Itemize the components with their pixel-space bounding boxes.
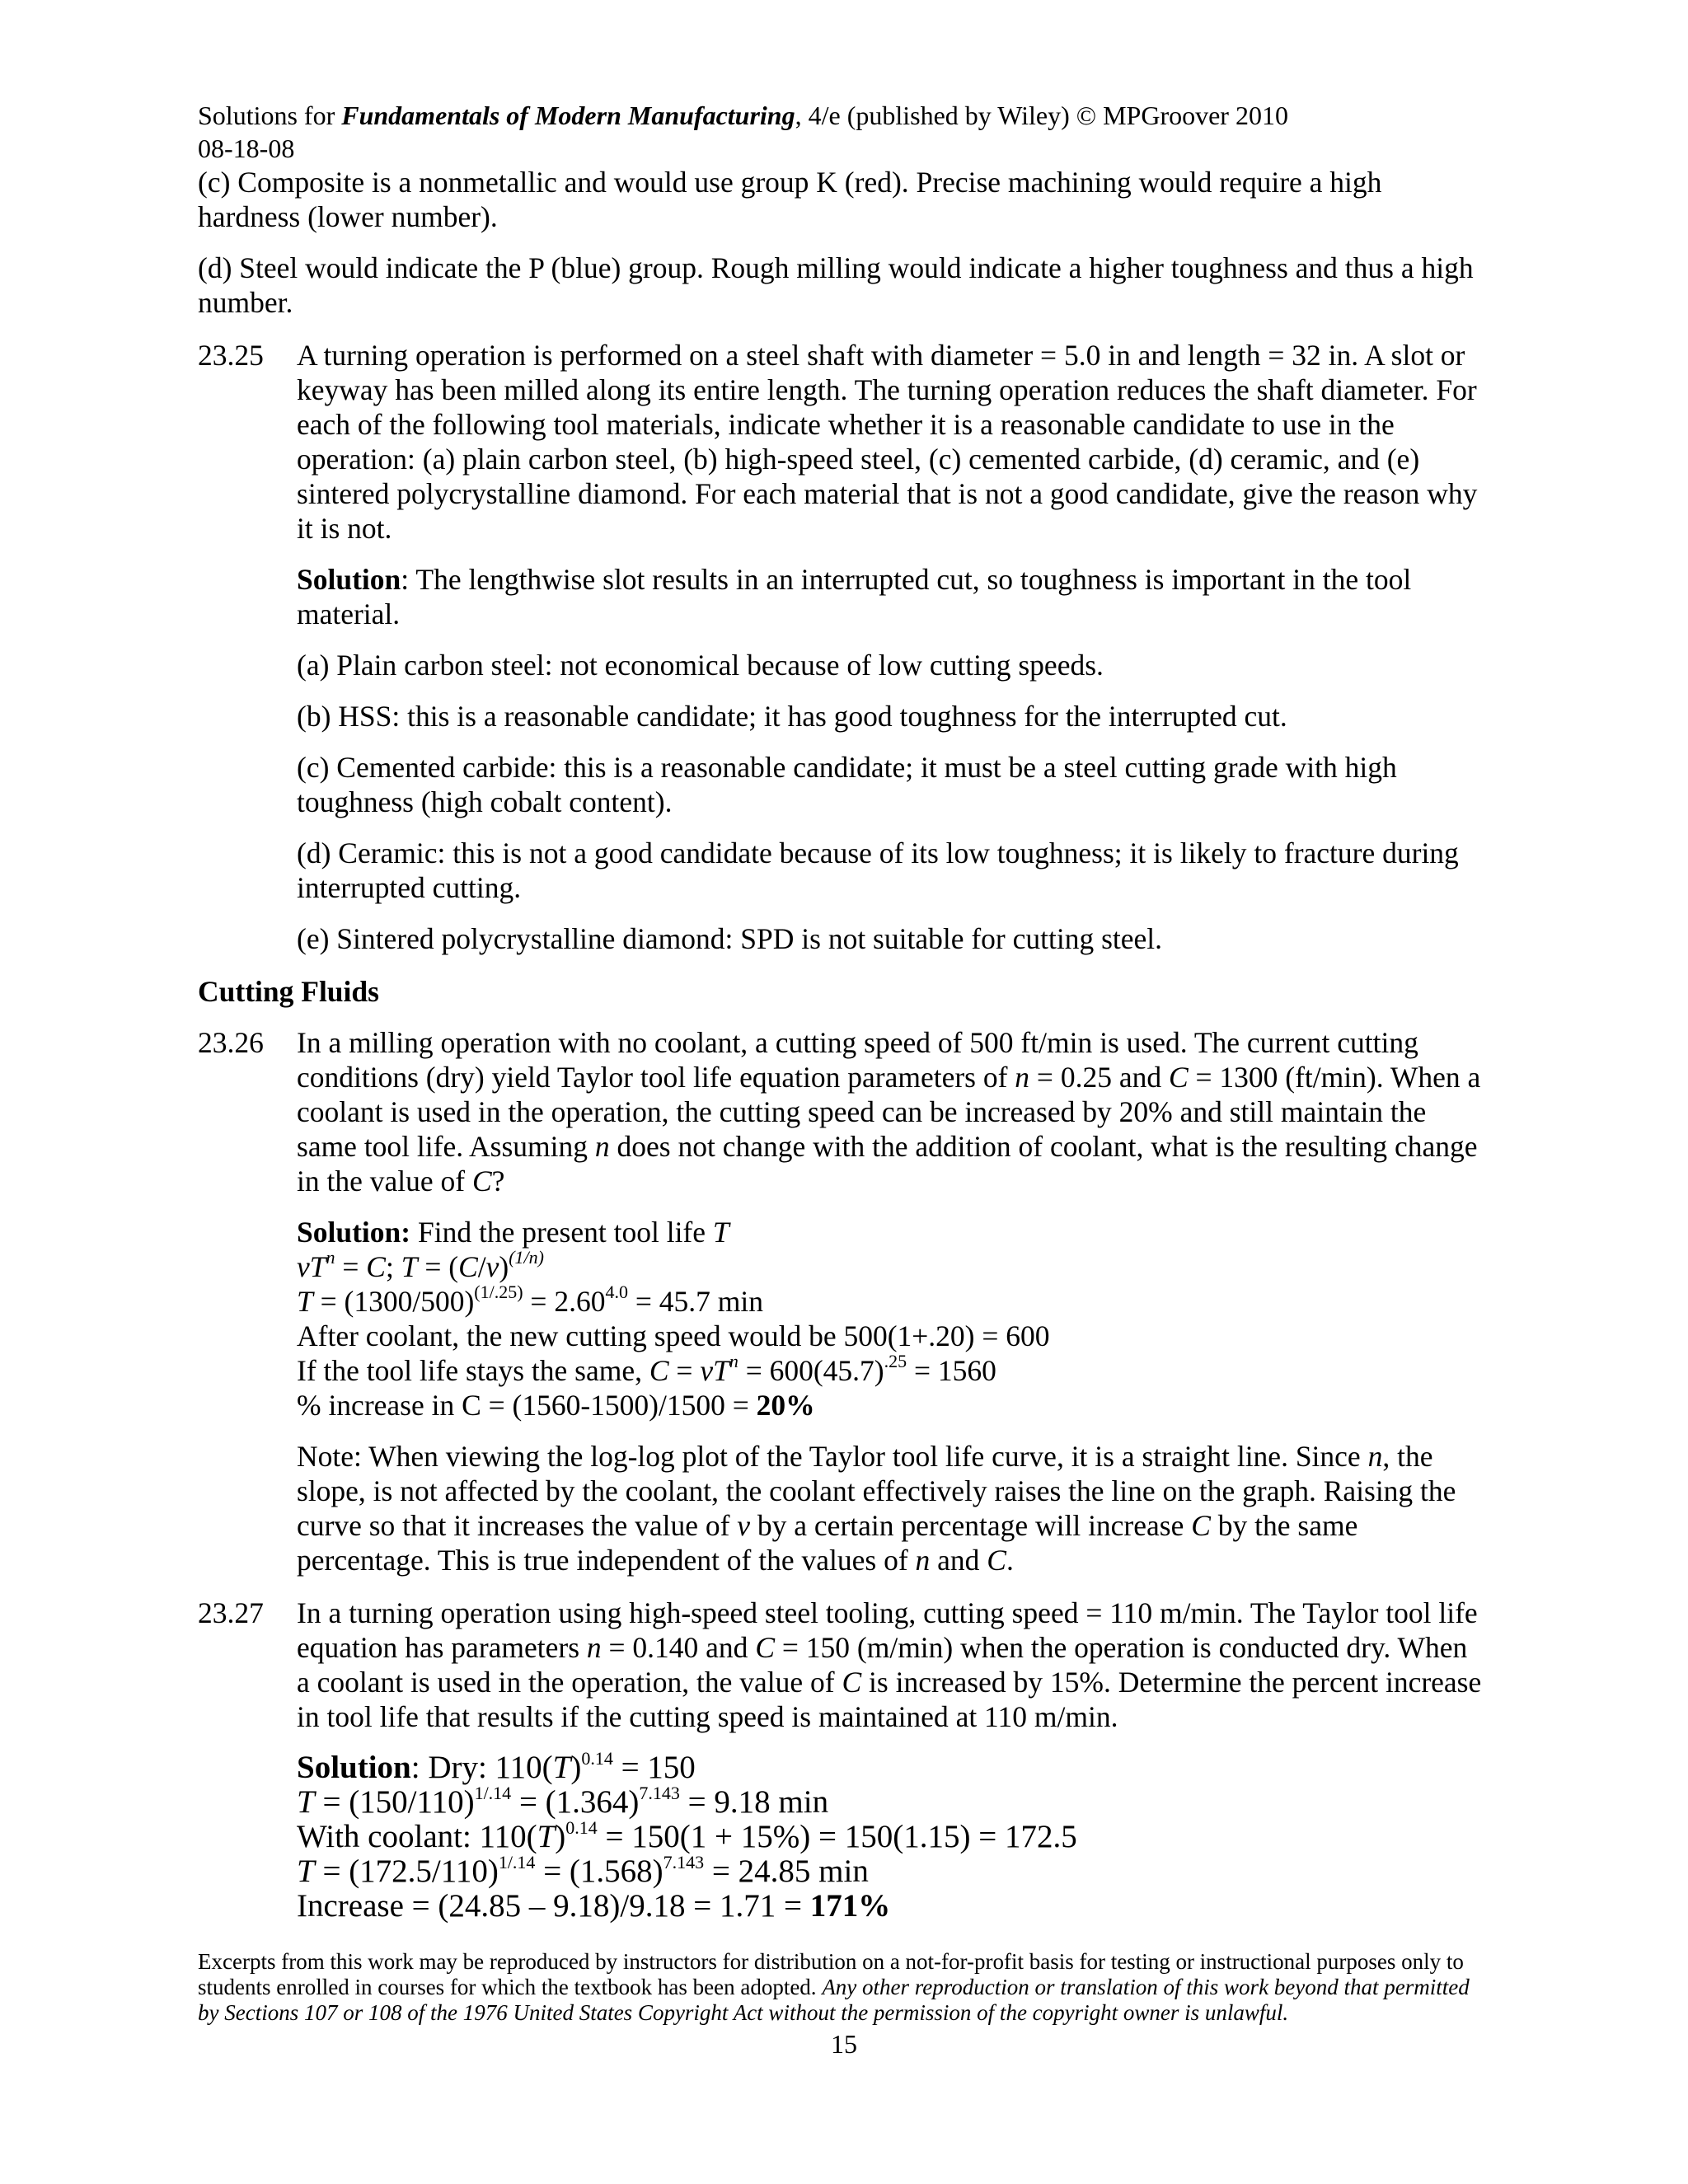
- page-content: [198, 165, 1484, 1942]
- solution-line-5: Increase = (24.85 – 9.18)/9.18 = 1.71 = 171%: [297, 1888, 891, 1924]
- answer-c: (c) Cemented carbide: this is a reasonable candidate; it must be a steel cutting grade with high toughness (high cobalt content).: [297, 751, 1397, 818]
- problem-number: 23.27: [198, 1596, 264, 1629]
- prev-answer-c: (c) Composite is a nonmetallic and would use group K (red). Precise machining would require a high hardness (lower number).: [198, 166, 1382, 233]
- book-title: Fundamentals of Modern Manufacturing: [341, 101, 795, 130]
- problem-number: 23.26: [198, 1026, 264, 1059]
- solution-line-4: $T = (172.5/110)^{1/.14} = (1.568)^{7.143} = 24.85$ min: [297, 1852, 869, 1889]
- header-date: 08-18-08: [198, 134, 295, 163]
- solution-block: [297, 1215, 1484, 1422]
- solution-line-4: After coolant, the new cutting speed would be 500(1+.20) = 600: [297, 1319, 1050, 1352]
- footer-text: Excerpts from this work may be reproduced by instructors for distribution on a not-for-profit basis for testing or instructional purposes only to students enrolled in courses for which the textbook has been adopted.: [198, 1949, 1464, 1999]
- footer-italic-text: Any other reproduction or translation of this work beyond that permitted by Sections 107 or 108 of the 1976 United States Copyright Act without the permission of the copyright owner is unlawful.: [198, 1975, 1470, 2025]
- problem-23-26: [198, 1025, 1484, 1577]
- copyright-footer: [198, 1949, 1484, 2026]
- problem-question: A turning operation is performed on a steel shaft with diameter = 5.0 in and length = 32 in. A slot or keyway has been milled along its entire length. The turning operation reduces the shaft diameter. For each of the following tool materials, indicate whether it is a reasonable candidate to use in the operation: (a) plain carbon steel, (b) high-speed steel, (c) cemented carbide, (d) ceramic, and (e) sintered polycrystalline diamond. For each material that is not a good candidate, give the reason why it is not.: [297, 339, 1478, 545]
- answer-b: (b) HSS: this is a reasonable candidate; it has good toughness for the interrupted cut.: [297, 700, 1287, 733]
- prev-answer-d: (d) Steel would indicate the P (blue) group. Rough milling would indicate a higher toughness and thus a high number.: [198, 251, 1474, 319]
- problem-23-25: [198, 338, 1484, 956]
- solution-line-3: With coolant: $110(T)^{0.14} = 150(1 + 15\%) = 150(1.15) = 172.5$: [297, 1817, 1077, 1854]
- solution-line-2: $vT^n = C$; $T = (C/v)^{(1/n)}$: [297, 1247, 544, 1283]
- solution-line-5: If the tool life stays the same, $C = vT^n = 600(45.7)^{.25} = 1560$: [297, 1351, 996, 1387]
- answer-d: (d) Ceramic: this is not a good candidate because of its low toughness; it is likely to fracture during interrupted cutting.: [297, 837, 1459, 904]
- solution-line-3: $T = (1300/500)^{(1/.25)} = 2.60^{4.0} = 45.7$ min: [297, 1282, 763, 1318]
- answer-e: (e) Sintered polycrystalline diamond: SPD is not suitable for cutting steel.: [297, 922, 1163, 955]
- header-title-line: Solutions for Fundamentals of Modern Manufacturing, 4/e (published by Wiley) © MPGroover 2010: [198, 101, 1288, 130]
- problem-number: 23.25: [198, 339, 264, 372]
- section-heading: Cutting Fluids: [198, 975, 379, 1008]
- solution-block: [297, 1750, 1484, 1924]
- solution-intro: Solution: The lengthwise slot results in an interrupted cut, so toughness is important in the tool material.: [297, 563, 1412, 630]
- solution-line-6: % increase in C = (1560-1500)/1500 = 20%: [297, 1389, 815, 1422]
- solution-line-1: Solution: Find the present tool life T: [297, 1216, 729, 1249]
- running-header: [198, 99, 1288, 165]
- problem-question: In a milling operation with no coolant, a cutting speed of 500 ft/min is used. The current cutting conditions (dry) yield Taylor tool life equation parameters of n = 0.25 and C = 1300 (ft/min). When a coolant is used in the operation, the cutting speed can be increased by 20% and still maintain the same tool life. Assuming n does not change with the addition of coolant, what is the resulting change in the value of C?: [297, 1026, 1481, 1197]
- note-paragraph: Note: When viewing the log-log plot of the Taylor tool life curve, it is a straight line. Since n, the slope, is not affected by the coolant, the coolant effectively raises the line on the graph. Raising the curve so that it increases the value of v by a certain percentage will increase C by the same percentage. This is true independent of the values of n and C.: [297, 1440, 1456, 1577]
- solution-line-1: Solution: Dry: $110(T)^{0.14} = 150$: [297, 1748, 696, 1785]
- problem-question: In a turning operation using high-speed steel tooling, cutting speed = 110 m/min. The Taylor tool life equation has parameters n = 0.140 and C = 150 (m/min) when the operation is conducted dry. When a coolant is used in the operation, the value of C is increased by 15%. Determine the percent increase in tool life that results if the cutting speed is maintained at 110 m/min.: [297, 1596, 1482, 1733]
- solution-line-2: $T = (150/110)^{1/.14} = (1.364)^{7.143} = 9.18$ min: [297, 1783, 829, 1820]
- page-number: 15: [831, 2029, 857, 2059]
- problem-23-27: [198, 1596, 1484, 1924]
- answer-a: (a) Plain carbon steel: not economical because of low cutting speeds.: [297, 649, 1104, 682]
